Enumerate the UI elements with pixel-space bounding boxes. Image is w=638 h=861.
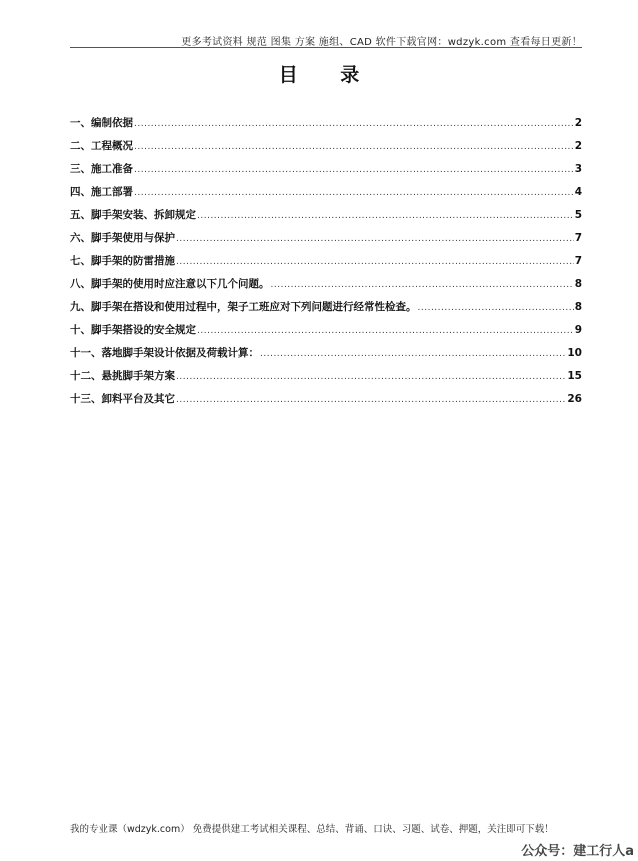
toc-entry[interactable]: [70, 207, 582, 230]
toc-entry[interactable]: [70, 345, 582, 368]
toc-entry-label: 十一、落地脚手架设计依据及荷载计算：: [70, 347, 259, 359]
toc-entry[interactable]: [70, 253, 582, 276]
toc-entry-label: 三、施工准备: [70, 163, 133, 175]
toc-entry[interactable]: [70, 276, 582, 299]
toc-entry-label: 六、脚手架使用与保护: [70, 232, 175, 244]
toc-entry-page: 2: [574, 117, 582, 129]
toc-entry[interactable]: [70, 138, 582, 161]
toc-entry-label: 八、脚手架的使用时应注意以下几个问题。: [70, 278, 270, 290]
toc-entry-label: 十、脚手架搭设的安全规定: [70, 324, 196, 336]
toc-dot-leader: [197, 326, 574, 336]
toc-entry[interactable]: [70, 230, 582, 253]
toc-entry-label: 七、脚手架的防雷措施: [70, 255, 175, 267]
toc-entry[interactable]: [70, 161, 582, 184]
toc-dot-leader: [176, 372, 566, 382]
toc-entry-page: 7: [574, 255, 582, 267]
toc-entry-label: 九、脚手架在搭设和使用过程中，架子工班应对下列问题进行经常性检查。: [70, 301, 417, 313]
toc-entry[interactable]: [70, 322, 582, 345]
toc-entry-page: 7: [574, 232, 582, 244]
toc-dot-leader: [176, 395, 566, 405]
header-divider: [70, 47, 582, 48]
toc-entry-label: 二、工程概况: [70, 140, 133, 152]
toc-entry-page: 15: [567, 370, 582, 382]
toc-dot-leader: [271, 280, 574, 290]
toc-dot-leader: [134, 142, 574, 152]
watermark-text: 公众号：建工行人a: [521, 844, 634, 859]
toc-entry-page: 8: [574, 301, 582, 313]
toc-entry-page: 10: [567, 347, 582, 359]
toc-entry-page: 9: [574, 324, 582, 336]
toc-dot-leader: [134, 119, 574, 129]
toc-entry-label: 十三、卸料平台及其它: [70, 393, 175, 405]
page-header: 更多考试资料 规范 图集 方案 施组、CAD 软件下载官网：wdzyk.com 查看每日更新！: [181, 37, 582, 48]
toc-entry-page: 5: [574, 209, 582, 221]
toc-entry[interactable]: [70, 115, 582, 138]
table-of-contents: [70, 115, 582, 414]
toc-entry-page: 3: [574, 163, 582, 175]
toc-entry[interactable]: [70, 184, 582, 207]
toc-entry[interactable]: [70, 299, 582, 322]
toc-dot-leader: [134, 188, 574, 198]
toc-entry[interactable]: [70, 368, 582, 391]
toc-dot-leader: [260, 349, 566, 359]
toc-entry-page: 26: [567, 393, 582, 405]
toc-dot-leader: [176, 257, 574, 267]
toc-dot-leader: [134, 165, 574, 175]
toc-dot-leader: [197, 211, 574, 221]
toc-dot-leader: [176, 234, 574, 244]
page-title: 目 录: [278, 64, 378, 86]
page-footer: 我的专业课（wdzyk.com） 免费提供建工考试相关课程、总结、背诵、口诀、习题、试卷、押题，关注即可下载！: [70, 824, 554, 835]
toc-entry-label: 一、编制依据: [70, 117, 133, 129]
toc-entry-page: 2: [574, 140, 582, 152]
toc-entry-label: 四、施工部署: [70, 186, 133, 198]
toc-entry[interactable]: [70, 391, 582, 414]
toc-entry-label: 十二、悬挑脚手架方案: [70, 370, 175, 382]
toc-dot-leader: [418, 303, 574, 313]
toc-entry-page: 4: [574, 186, 582, 198]
toc-entry-page: 8: [574, 278, 582, 290]
toc-entry-label: 五、脚手架安装、拆卸规定: [70, 209, 196, 221]
